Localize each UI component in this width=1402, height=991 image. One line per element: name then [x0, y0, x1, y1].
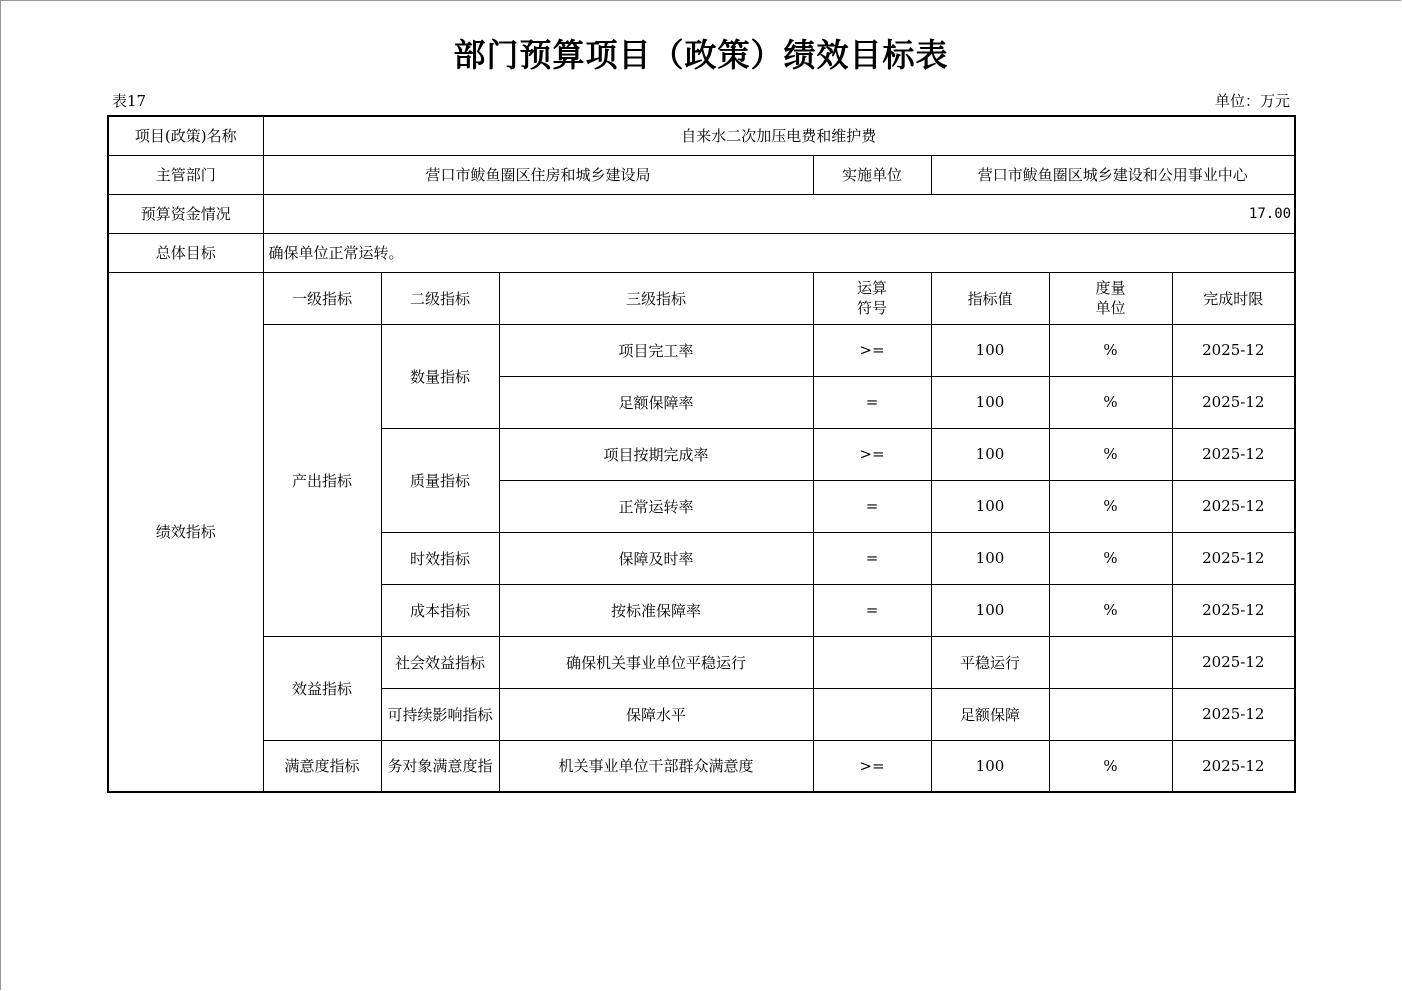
- indicator-name: 按标准保障率: [499, 584, 813, 636]
- header-level1: 一级指标: [263, 272, 381, 324]
- header-unit-line1: 度量: [1095, 279, 1126, 297]
- header-operator-line2: 符号: [856, 299, 887, 317]
- impl-label: 实施单位: [813, 155, 931, 194]
- indicator-unit: %: [1049, 324, 1172, 376]
- goal-value: 确保单位正常运转。: [263, 233, 1295, 272]
- indicator-name: 项目完工率: [499, 324, 813, 376]
- indicator-deadline: 2025-12: [1172, 480, 1295, 532]
- indicator-deadline: 2025-12: [1172, 584, 1295, 636]
- impl-value: 营口市鲅鱼圈区城乡建设和公用事业中心: [931, 155, 1295, 194]
- indicator-row: [108, 636, 1295, 688]
- group-output: 产出指标: [263, 324, 381, 636]
- indicator-name: 机关事业单位干部群众满意度: [499, 740, 813, 792]
- subgroup-social: 社会效益指标: [381, 636, 499, 688]
- indicator-row: [108, 740, 1295, 792]
- indicator-unit: %: [1049, 584, 1172, 636]
- indicator-operator: =: [813, 584, 931, 636]
- indicator-operator: >=: [813, 740, 931, 792]
- goal-label: 总体目标: [108, 233, 263, 272]
- group-benefit: 效益指标: [263, 636, 381, 740]
- budget-value: 17.00: [263, 194, 1295, 233]
- page-title: 部门预算项目（政策）绩效目标表: [453, 36, 949, 74]
- indicator-name: 足额保障率: [499, 376, 813, 428]
- project-name-label: 项目(政策)名称: [108, 116, 263, 155]
- subgroup-quality: 质量指标: [381, 428, 499, 532]
- indicator-value: 100: [931, 428, 1049, 480]
- indicator-value: 100: [931, 324, 1049, 376]
- indicator-value: 足额保障: [931, 688, 1049, 740]
- indicator-deadline: 2025-12: [1172, 740, 1295, 792]
- subgroup-cost: 成本指标: [381, 584, 499, 636]
- indicator-deadline: 2025-12: [1172, 428, 1295, 480]
- indicator-unit: %: [1049, 740, 1172, 792]
- header-operator: [813, 272, 931, 324]
- indicator-unit: [1049, 688, 1172, 740]
- budget-row: [108, 194, 1295, 233]
- group-satisfaction: 满意度指标: [263, 740, 381, 792]
- indicator-unit: %: [1049, 428, 1172, 480]
- subgroup-timeliness: 时效指标: [381, 532, 499, 584]
- indicator-deadline: 2025-12: [1172, 532, 1295, 584]
- indicator-row: [108, 324, 1295, 376]
- indicator-operator: >=: [813, 428, 931, 480]
- table-number: 表17: [112, 92, 147, 110]
- indicator-operator: =: [813, 480, 931, 532]
- subgroup-sustain: 可持续影响指标: [381, 688, 499, 740]
- indicator-unit: %: [1049, 376, 1172, 428]
- subgroup-service: 务对象满意度指: [381, 740, 499, 792]
- indicator-name: 确保机关事业单位平稳运行: [499, 636, 813, 688]
- budget-label: 预算资金情况: [108, 194, 263, 233]
- indicator-header-row: [108, 272, 1295, 324]
- indicator-value: 100: [931, 480, 1049, 532]
- header-operator-line1: 运算: [856, 279, 887, 297]
- indicator-value: 100: [931, 532, 1049, 584]
- indicator-operator: >=: [813, 324, 931, 376]
- indicator-operator: =: [813, 376, 931, 428]
- subgroup-quantity: 数量指标: [381, 324, 499, 428]
- indicator-operator: [813, 636, 931, 688]
- indicator-deadline: 2025-12: [1172, 376, 1295, 428]
- indicator-value: 100: [931, 376, 1049, 428]
- project-name-value: 自来水二次加压电费和维护费: [263, 116, 1295, 155]
- indicator-name: 正常运转率: [499, 480, 813, 532]
- header-value: 指标值: [931, 272, 1049, 324]
- indicator-unit: %: [1049, 532, 1172, 584]
- header-level3: 三级指标: [499, 272, 813, 324]
- indicator-name: 保障及时率: [499, 532, 813, 584]
- indicator-deadline: 2025-12: [1172, 636, 1295, 688]
- project-name-row: [108, 116, 1295, 155]
- unit-label: 单位：万元: [1214, 92, 1290, 110]
- dept-value: 营口市鲅鱼圈区住房和城乡建设局: [263, 155, 813, 194]
- indicator-unit: [1049, 636, 1172, 688]
- indicator-value: 平稳运行: [931, 636, 1049, 688]
- header-level2: 二级指标: [381, 272, 499, 324]
- department-row: [108, 155, 1295, 194]
- indicator-operator: =: [813, 532, 931, 584]
- goal-row: [108, 233, 1295, 272]
- header-unit: [1049, 272, 1172, 324]
- indicator-value: 100: [931, 584, 1049, 636]
- indicator-name: 项目按期完成率: [499, 428, 813, 480]
- performance-table: [107, 115, 1296, 793]
- perf-indicators-label: 绩效指标: [108, 272, 263, 792]
- indicator-unit: %: [1049, 480, 1172, 532]
- header-deadline: 完成时限: [1172, 272, 1295, 324]
- indicator-deadline: 2025-12: [1172, 688, 1295, 740]
- indicator-name: 保障水平: [499, 688, 813, 740]
- indicator-value: 100: [931, 740, 1049, 792]
- header-unit-line2: 单位: [1095, 299, 1126, 317]
- indicator-deadline: 2025-12: [1172, 324, 1295, 376]
- dept-label: 主管部门: [108, 155, 263, 194]
- indicator-operator: [813, 688, 931, 740]
